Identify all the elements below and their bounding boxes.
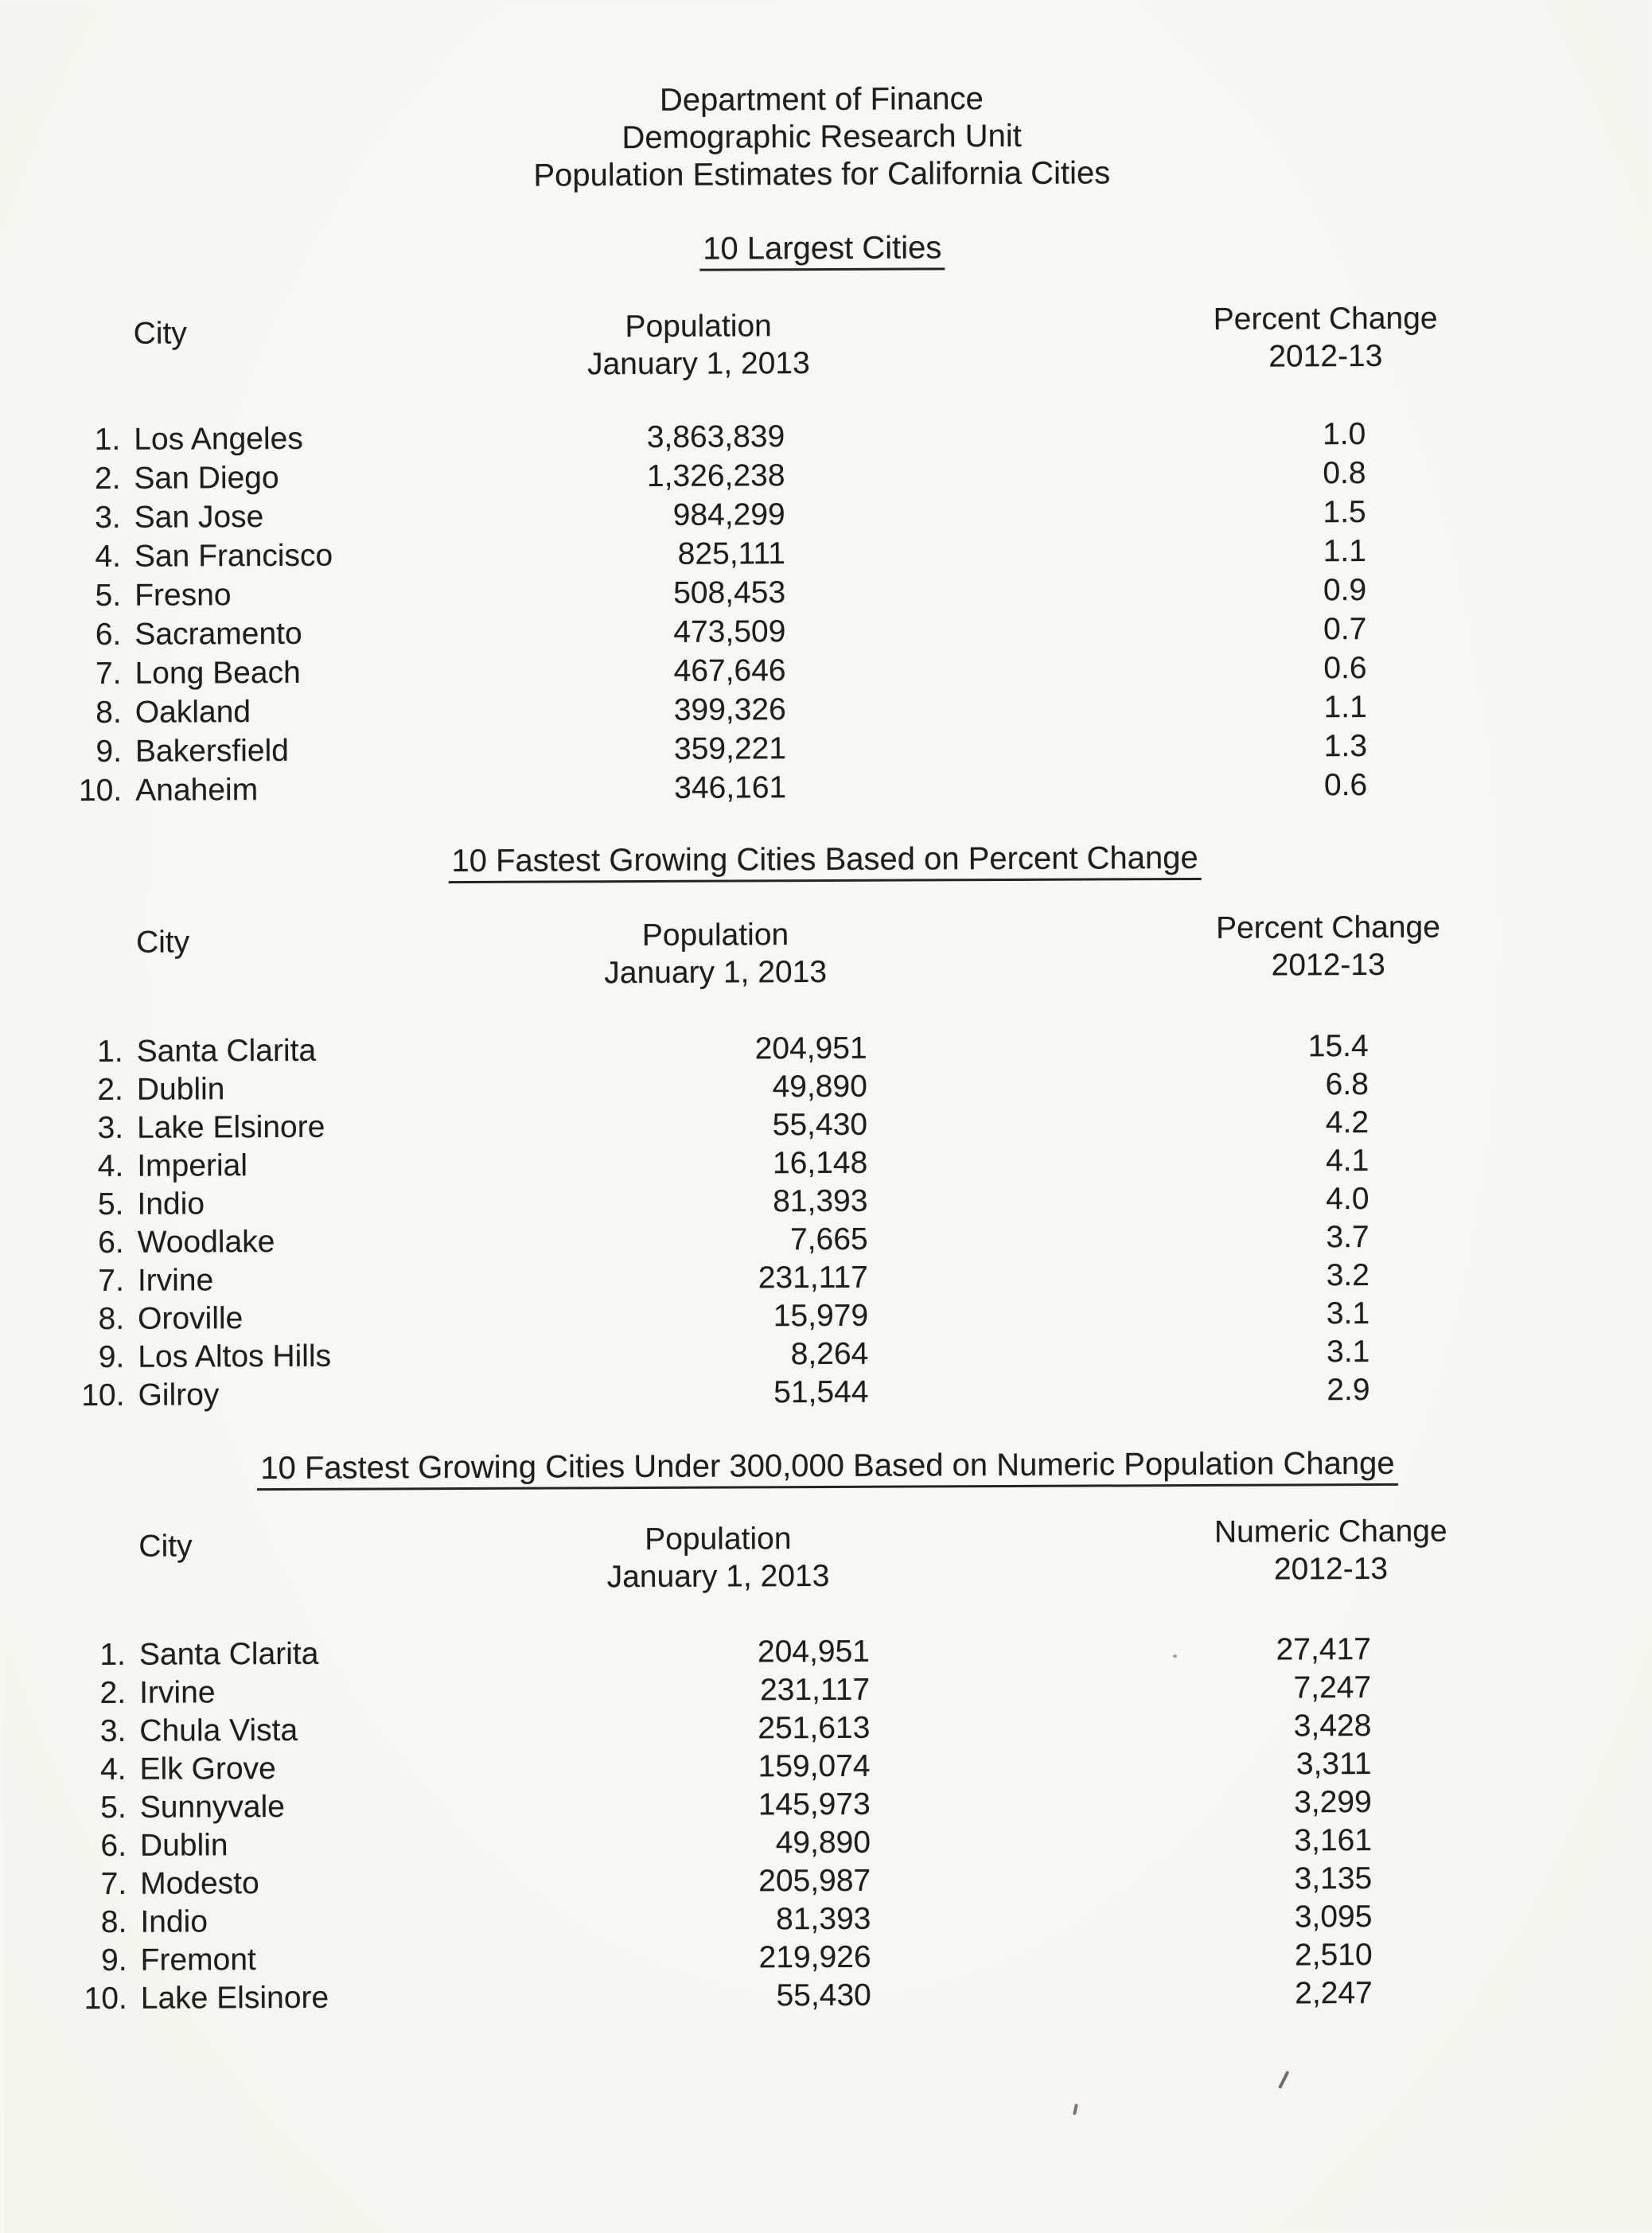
city-cell: Woodlake	[137, 1225, 275, 1260]
population-cell: 231,117	[759, 1672, 871, 1708]
population-cell: 219,926	[758, 1939, 871, 1975]
numeric-change-cell: 2,247	[1295, 1976, 1373, 2011]
percent-change-cell: 15.4	[1307, 1029, 1369, 1064]
column-header-population: Population January 1, 2013	[604, 918, 828, 991]
percent-change-cell: 0.8	[1323, 456, 1366, 491]
rank-cell: 2.	[99, 1675, 127, 1710]
percent-change-cell: 1.5	[1323, 495, 1366, 530]
table-row	[0, 728, 1650, 774]
population-cell: 49,890	[775, 1825, 871, 1861]
numeric-change-cell: 3,135	[1294, 1861, 1373, 1896]
percent-change-cell: 4.1	[1325, 1144, 1370, 1179]
numeric-change-cell: 2,510	[1294, 1938, 1373, 1973]
percent-change-cell: 1.1	[1323, 534, 1367, 569]
percent-change-cell: 0.7	[1323, 612, 1367, 647]
percent-change-cell: 3.7	[1326, 1220, 1370, 1255]
numeric-change-cell: 3,299	[1294, 1785, 1372, 1820]
city-cell: Elk Grove	[139, 1752, 276, 1787]
rank-cell: 7.	[100, 1866, 127, 1901]
scan-speck	[1173, 1654, 1177, 1658]
population-cell: 81,393	[773, 1183, 868, 1219]
table-row	[0, 611, 1650, 657]
percent-change-cell: 6.8	[1325, 1067, 1369, 1102]
title-line-unit: Demographic Research Unit	[621, 118, 1022, 156]
population-cell: 251,613	[758, 1710, 871, 1746]
population-cell: 508,453	[673, 575, 786, 610]
city-cell: Fremont	[140, 1943, 256, 1978]
population-cell: 159,074	[758, 1748, 871, 1784]
section-heading	[0, 227, 1648, 274]
population-cell: 825,111	[677, 536, 786, 571]
population-cell: 359,221	[673, 731, 787, 766]
table-body	[0, 1028, 1652, 1417]
city-cell: Irvine	[137, 1263, 214, 1298]
population-cell: 204,951	[754, 1031, 867, 1066]
rank-cell: 3.	[95, 500, 121, 536]
percent-change-cell: 0.9	[1323, 573, 1367, 608]
population-cell: 51,544	[773, 1374, 869, 1410]
rank-cell: 6.	[95, 617, 122, 653]
rank-cell: 1.	[97, 1034, 123, 1069]
table-row	[0, 533, 1650, 579]
table-row	[0, 455, 1650, 501]
column-header-population: Population January 1, 2013	[586, 309, 810, 382]
percent-change-cell: 3.2	[1326, 1258, 1370, 1293]
city-cell: Sunnyvale	[139, 1789, 286, 1825]
city-cell: Irvine	[139, 1675, 216, 1710]
population-cell: 231,117	[758, 1260, 868, 1296]
city-cell: Indio	[140, 1904, 208, 1939]
population-cell: 55,430	[776, 1978, 871, 2013]
table-row	[0, 572, 1650, 618]
rank-cell: 5.	[97, 1187, 124, 1222]
city-cell: Santa Clarita	[136, 1033, 317, 1069]
rank-cell: 2.	[97, 1072, 123, 1107]
percent-change-cell: 0.6	[1323, 651, 1367, 686]
city-cell: Fresno	[134, 578, 232, 613]
rank-cell: 6.	[98, 1225, 124, 1260]
table-row	[0, 689, 1650, 735]
city-cell: San Diego	[134, 460, 279, 496]
city-cell: Sacramento	[134, 616, 302, 652]
section-heading	[0, 838, 1651, 885]
city-cell: Gilroy	[138, 1378, 220, 1413]
percent-change-cell: 0.6	[1323, 768, 1368, 803]
column-header-population: Population January 1, 2013	[606, 1522, 830, 1595]
percent-change-cell: 4.0	[1326, 1182, 1370, 1217]
table-header-row	[2, 1514, 1652, 1595]
numeric-change-cell: 3,161	[1294, 1823, 1373, 1858]
numeric-change-cell: 3,311	[1295, 1747, 1372, 1782]
rank-cell: 8.	[95, 695, 122, 730]
rank-cell: 9.	[95, 734, 123, 769]
city-cell: Indio	[137, 1187, 205, 1222]
rank-cell: 4.	[95, 539, 122, 575]
rank-cell: 2.	[94, 461, 121, 497]
population-cell: 1,326,238	[646, 458, 785, 493]
rank-cell: 9.	[98, 1339, 125, 1374]
rank-cell: 8.	[98, 1301, 125, 1336]
population-cell: 399,326	[673, 692, 786, 727]
city-cell: Dublin	[139, 1828, 228, 1863]
percent-change-cell: 1.0	[1322, 417, 1366, 452]
city-cell: Dublin	[136, 1072, 225, 1107]
population-cell: 55,430	[772, 1107, 868, 1143]
table-body	[0, 416, 1650, 813]
column-header-city: City	[133, 316, 187, 351]
city-cell: Los Altos Hills	[138, 1339, 332, 1374]
numeric-change-cell: 3,095	[1294, 1900, 1373, 1935]
title-line-department: Department of Finance	[659, 81, 984, 118]
rank-cell: 1.	[99, 1637, 127, 1672]
document-header	[0, 77, 1648, 197]
rank-cell: 9.	[100, 1943, 127, 1978]
population-cell: 145,973	[758, 1787, 871, 1822]
rank-cell: 7.	[95, 656, 122, 691]
city-cell: Modesto	[140, 1866, 259, 1901]
table-row	[4, 1975, 1652, 2021]
city-cell: San Francisco	[134, 538, 333, 574]
city-cell: Los Angeles	[134, 421, 303, 457]
population-cell: 467,646	[673, 653, 786, 688]
section-heading-text: 10 Largest Cities	[699, 230, 945, 271]
city-cell: Lake Elsinore	[140, 1980, 329, 2016]
population-cell: 81,393	[776, 1901, 871, 1937]
column-header-numeric-change: Numeric Change 2012-13	[1214, 1514, 1447, 1587]
city-cell: Oroville	[138, 1301, 244, 1336]
rank-cell: 5.	[95, 578, 122, 614]
city-cell: Long Beach	[134, 655, 301, 691]
city-cell: Chula Vista	[139, 1713, 298, 1748]
city-cell: Anaheim	[135, 773, 259, 808]
title-line-subject: Population Estimates for California Cities	[533, 155, 1111, 193]
column-header-percent-change: Percent Change 2012-13	[1215, 910, 1440, 983]
rank-cell: 10.	[81, 1378, 125, 1413]
city-cell: Bakersfield	[134, 733, 290, 769]
table-row	[0, 650, 1650, 696]
column-header-city: City	[135, 925, 190, 960]
scan-speck	[1073, 2103, 1078, 2115]
scan-speck	[1278, 2071, 1289, 2089]
section-heading-text: 10 Fastest Growing Cities Under 300,000 Based on Numeric Population Change	[257, 1446, 1397, 1491]
rank-cell: 10.	[78, 773, 123, 809]
population-cell: 205,987	[758, 1863, 871, 1899]
table-row	[0, 494, 1650, 540]
population-cell: 3,863,839	[646, 419, 785, 454]
section-heading	[2, 1444, 1652, 1491]
population-cell: 16,148	[772, 1145, 868, 1181]
percent-change-cell: 3.1	[1326, 1335, 1370, 1370]
percent-change-cell: 3.1	[1326, 1296, 1370, 1331]
city-cell: Oakland	[134, 695, 251, 730]
population-cell: 8,264	[790, 1336, 869, 1372]
city-cell: San Jose	[134, 500, 264, 535]
rank-cell: 4.	[97, 1148, 124, 1183]
table-header-row	[0, 910, 1651, 991]
percent-change-cell: 4.2	[1325, 1105, 1370, 1140]
population-cell: 49,890	[772, 1069, 867, 1105]
population-cell: 204,951	[757, 1634, 871, 1670]
table-row	[1, 1372, 1652, 1417]
percent-change-cell: 2.9	[1327, 1373, 1370, 1408]
column-header-city: City	[138, 1529, 193, 1564]
rank-cell: 5.	[100, 1790, 127, 1825]
population-cell: 473,509	[673, 614, 786, 649]
rank-cell: 10.	[84, 1981, 127, 2017]
numeric-change-cell: 27,417	[1276, 1632, 1372, 1667]
table-row	[0, 767, 1650, 813]
rank-cell: 8.	[100, 1904, 127, 1939]
section-heading-text: 10 Fastest Growing Cities Based on Percent Change	[448, 840, 1201, 883]
table-body	[2, 1631, 1652, 2021]
population-cell: 15,979	[773, 1298, 869, 1334]
table-row	[0, 416, 1649, 462]
city-cell: Imperial	[137, 1148, 248, 1183]
numeric-change-cell: 7,247	[1293, 1670, 1372, 1705]
rank-cell: 7.	[98, 1263, 124, 1298]
rank-cell: 1.	[94, 422, 121, 458]
city-cell: Lake Elsinore	[136, 1109, 325, 1145]
rank-cell: 4.	[99, 1752, 127, 1787]
population-cell: 346,161	[674, 770, 787, 805]
numeric-change-cell: 3,428	[1293, 1709, 1372, 1744]
rank-cell: 3.	[97, 1110, 124, 1145]
column-header-percent-change: Percent Change 2012-13	[1213, 301, 1438, 374]
rank-cell: 3.	[99, 1713, 127, 1748]
population-cell: 984,299	[672, 497, 785, 532]
city-cell: Santa Clarita	[138, 1636, 319, 1672]
table-header-row	[0, 301, 1649, 382]
population-cell: 7,665	[789, 1222, 868, 1257]
percent-change-cell: 1.3	[1323, 729, 1368, 764]
percent-change-cell: 1.1	[1323, 690, 1367, 725]
rank-cell: 6.	[100, 1828, 127, 1863]
